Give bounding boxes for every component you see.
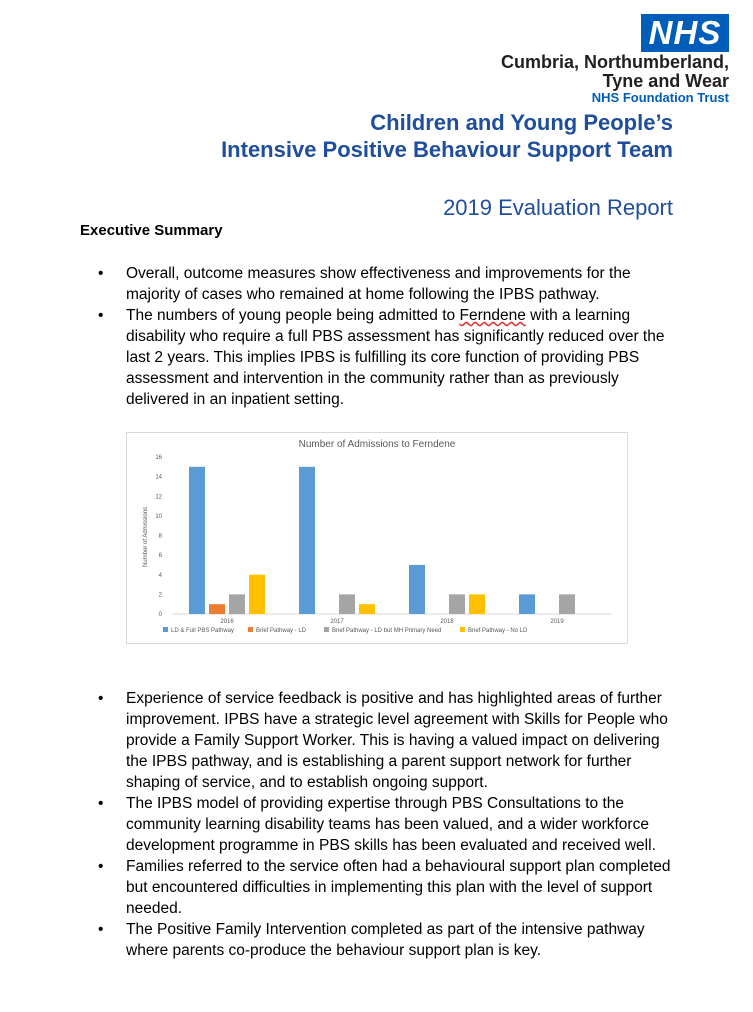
list-item-text: Experience of service feedback is positive and has highlighted areas of further improvement. IPBS have a strategic level agreement with Skills for People who provide a Family Support Worker. This is having a valued impact on delivering the IPBS pathway, and is establishing a parent support network for further shaping of service, and to establish ongoing support. bbox=[126, 690, 668, 791]
chart-bar bbox=[229, 594, 245, 614]
y-tick-label: 4 bbox=[158, 572, 162, 579]
chart-bar bbox=[559, 594, 575, 614]
list-item-text-pre: The numbers of young people being admitted to bbox=[126, 307, 460, 324]
x-tick-label: 2017 bbox=[330, 619, 344, 625]
chart-bar bbox=[469, 594, 485, 614]
x-tick-label: 2016 bbox=[220, 619, 234, 625]
doc-subtitle: 2019 Evaluation Report bbox=[443, 195, 673, 220]
chart-bar bbox=[249, 575, 265, 614]
nhs-logo: NHS bbox=[641, 14, 729, 52]
x-tick-label: 2018 bbox=[440, 619, 454, 625]
y-tick-label: 8 bbox=[158, 533, 162, 540]
y-tick-label: 10 bbox=[155, 513, 162, 520]
list-item bbox=[98, 919, 678, 961]
legend-label: Brief Pathway - No LD bbox=[468, 628, 528, 634]
bullet-glyph: • bbox=[98, 858, 104, 875]
chart-ylabel: Number of Admissions bbox=[143, 506, 149, 568]
admissions-chart-svg bbox=[127, 433, 627, 643]
bullet-glyph: • bbox=[98, 921, 104, 938]
section-heading: Executive Summary bbox=[80, 222, 223, 239]
list-item bbox=[98, 305, 678, 410]
list-item bbox=[98, 263, 678, 305]
doc-title-line1: Children and Young People’s bbox=[370, 110, 673, 135]
list-item-text: Families referred to the service often had a behavioural support plan completed but encountered difficulties in implementing this plan with the level of support needed. bbox=[126, 858, 671, 917]
chart-bar bbox=[359, 604, 375, 614]
bullet-glyph: • bbox=[98, 265, 104, 282]
y-tick-label: 6 bbox=[158, 553, 162, 560]
summary-list-bottom bbox=[98, 688, 678, 961]
list-item-text-post: with a learning disability who require a full PBS assessment has significantly reduced over the last 2 years. This implies IPBS is fulfilling its core function of providing PBS assessment and intervention in the community rather than as previously delivered in an inpatient setting. bbox=[126, 307, 665, 408]
admissions-chart bbox=[126, 432, 628, 644]
list-item-text: The IPBS model of providing expertise through PBS Consultations to the community learning disability teams has been valued, and a wider workforce development programme in PBS skills has been evaluated and received well. bbox=[126, 795, 656, 854]
y-tick-label: 0 bbox=[158, 612, 162, 618]
chart-bar bbox=[189, 467, 205, 614]
legend-swatch bbox=[163, 627, 168, 632]
y-tick-label: 2 bbox=[158, 592, 162, 599]
org-subtitle: NHS Foundation Trust bbox=[591, 90, 729, 105]
bullet-glyph: • bbox=[98, 795, 104, 812]
list-item bbox=[98, 856, 678, 919]
x-tick-label: 2019 bbox=[550, 619, 564, 625]
chart-plot bbox=[155, 455, 612, 634]
legend-swatch bbox=[460, 627, 465, 632]
summary-list-top bbox=[98, 263, 678, 410]
org-name-line1: Cumbria, Northumberland, bbox=[500, 52, 729, 72]
chart-bar bbox=[209, 604, 225, 614]
bullet-glyph: • bbox=[98, 690, 104, 707]
y-tick-label: 12 bbox=[155, 494, 162, 501]
bullet-glyph: • bbox=[98, 307, 104, 324]
y-tick-label: 14 bbox=[155, 474, 162, 481]
legend-swatch bbox=[248, 627, 253, 632]
chart-bar bbox=[299, 467, 315, 614]
legend-label: Brief Pathway - LD but MH Primary Need bbox=[332, 628, 442, 634]
y-tick-label: 16 bbox=[155, 455, 162, 461]
legend-label: Brief Pathway - LD bbox=[256, 628, 307, 634]
chart-bar bbox=[409, 565, 425, 614]
org-name-line2: Tyne and Wear bbox=[602, 71, 729, 91]
list-item bbox=[98, 793, 678, 856]
doc-title-line2: Intensive Positive Behaviour Support Team bbox=[221, 137, 673, 162]
list-item-text: Overall, outcome measures show effectiveness and improvements for the majority of cases who remained at home following the IPBS pathway. bbox=[126, 265, 631, 303]
chart-bar bbox=[339, 594, 355, 614]
chart-title: Number of Admissions to Ferndene bbox=[298, 439, 456, 450]
legend-swatch bbox=[324, 627, 329, 632]
legend-label: LD & Full PBS Pathway bbox=[171, 628, 235, 634]
list-item-text: The Positive Family Intervention completed as part of the intensive pathway where parents co-produce the behaviour support plan is key. bbox=[126, 921, 645, 959]
chart-bar bbox=[449, 594, 465, 614]
chart-bar bbox=[519, 594, 535, 614]
spellcheck-flagged-word: Ferndene bbox=[459, 307, 526, 324]
list-item bbox=[98, 688, 678, 793]
